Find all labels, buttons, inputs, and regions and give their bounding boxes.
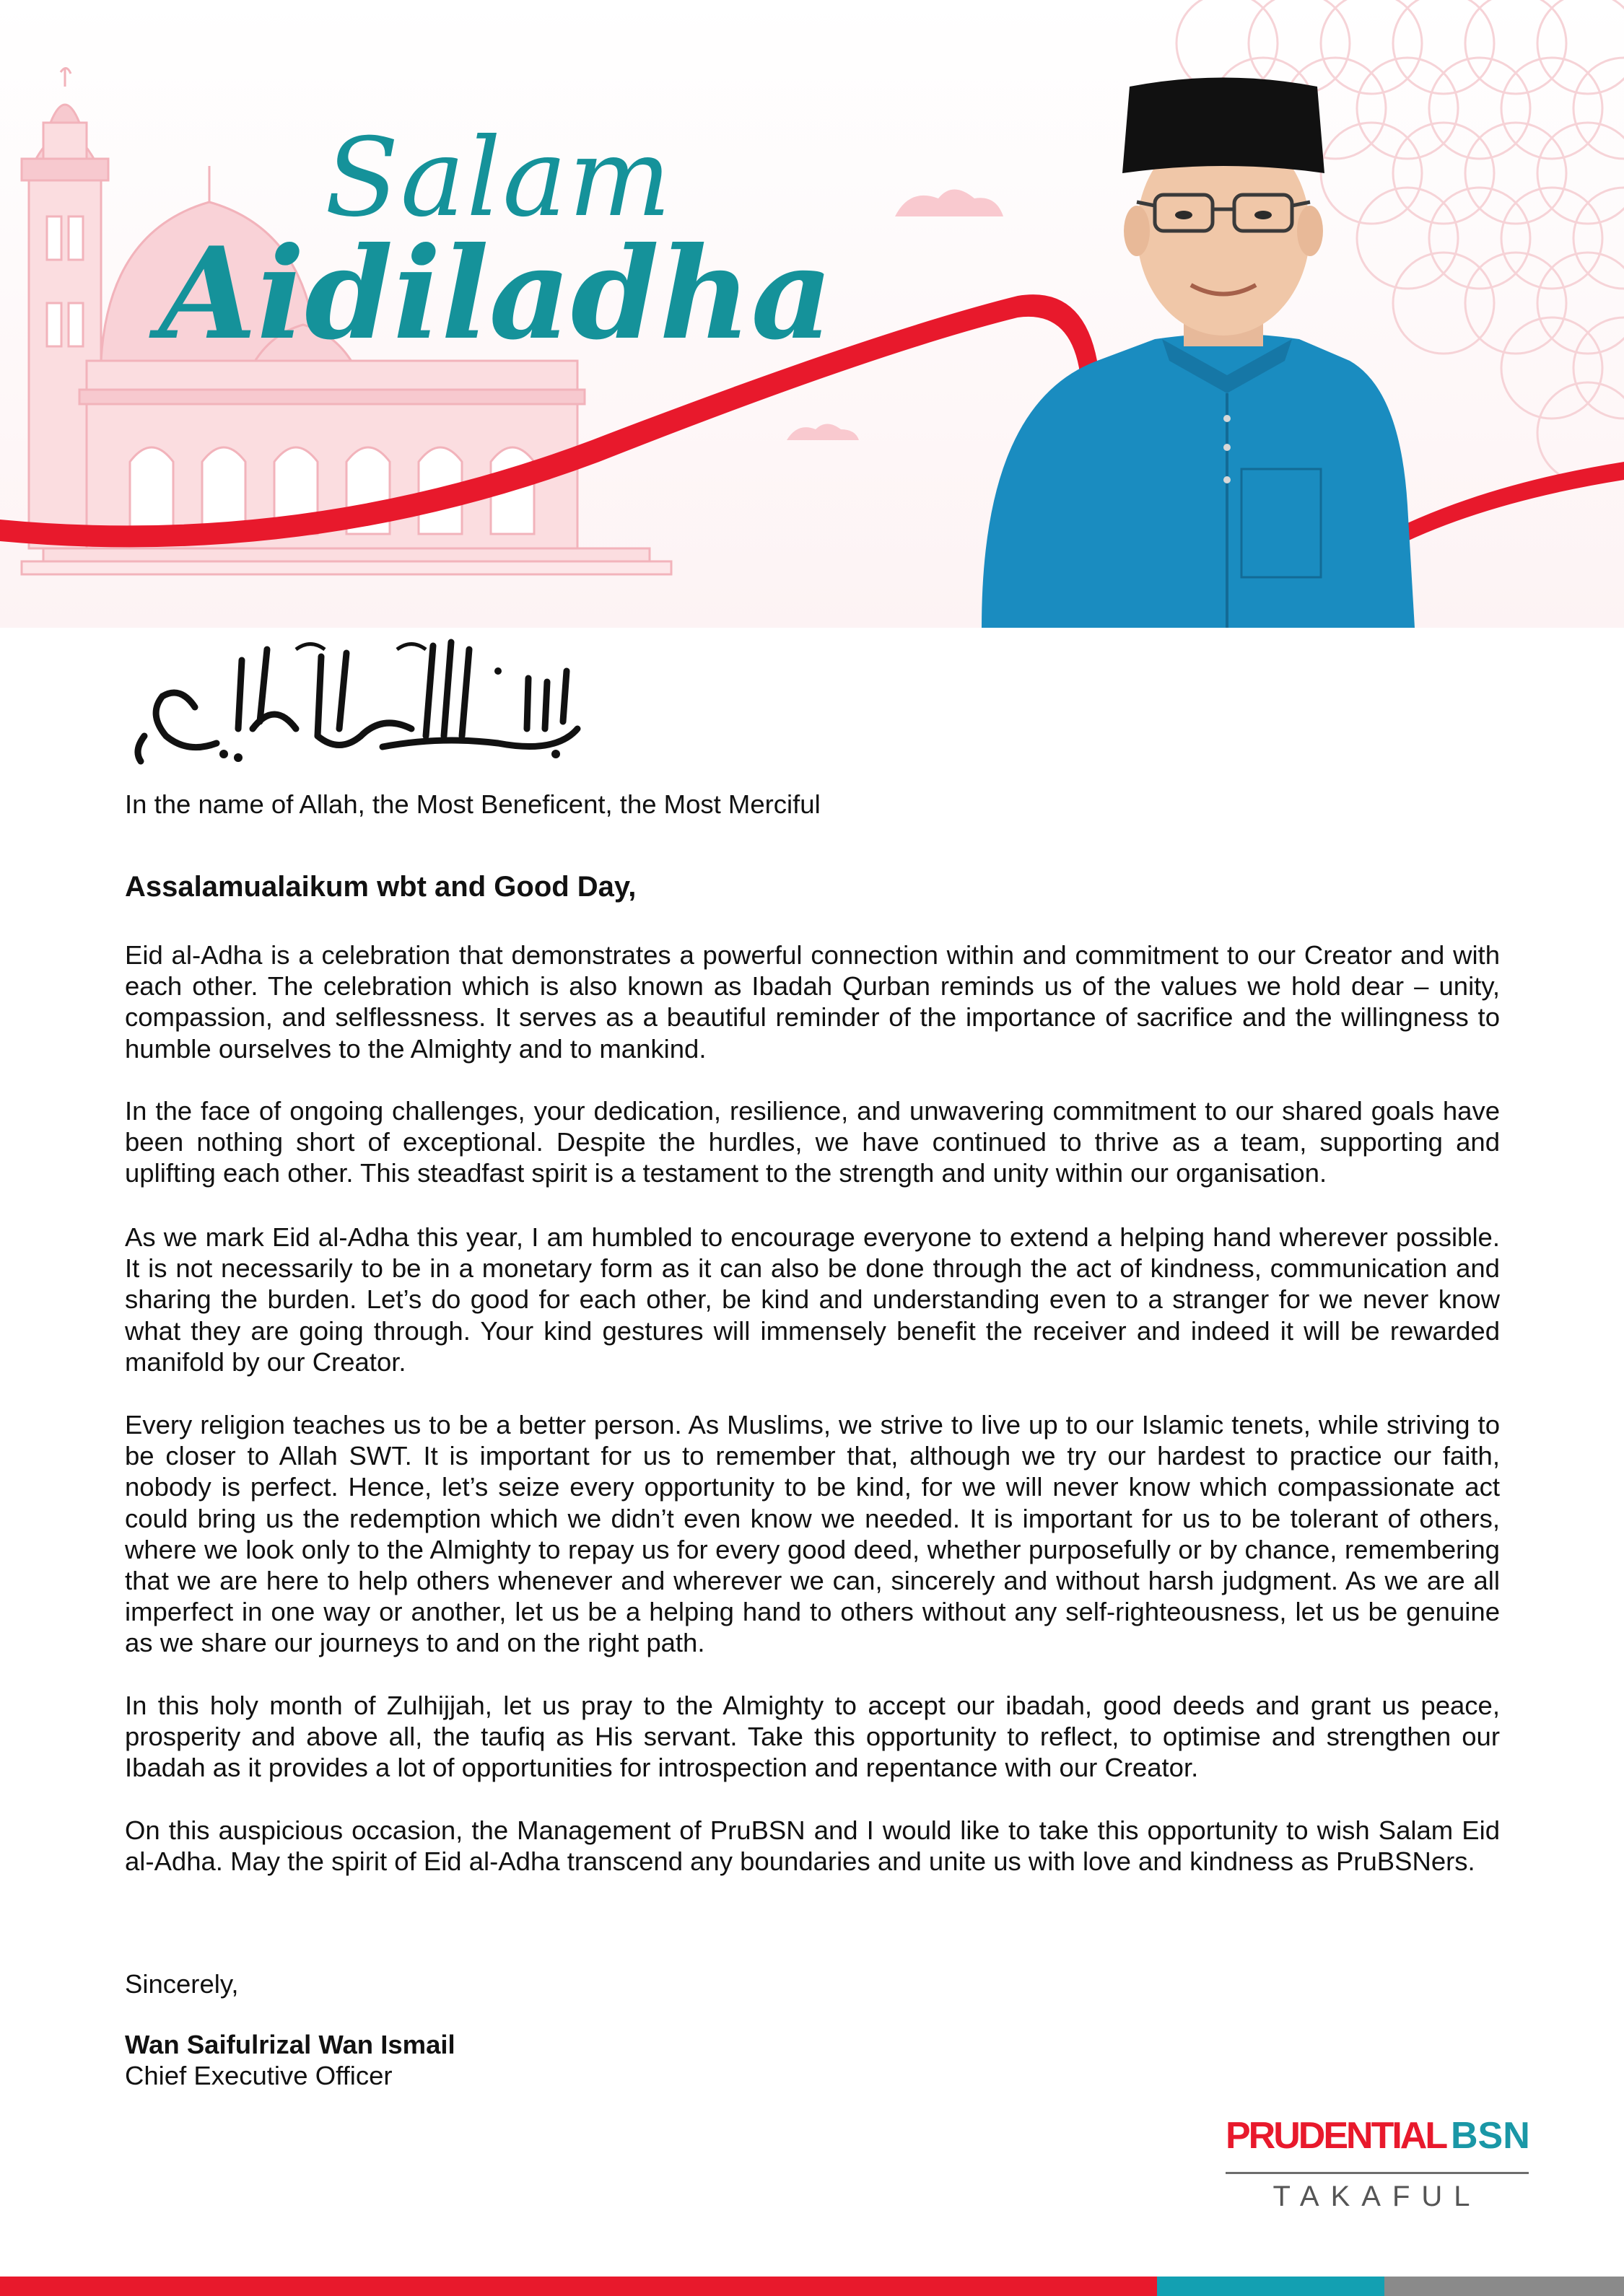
logo-brand-bsn: BSN	[1451, 2115, 1530, 2157]
paragraph: Eid al-Adha is a celebration that demonstrates a powerful connection within and commitment to our Creator and with each other. The celebration which is also known as Ibadah Qurban reminds us of the values we hold dear – unity, compassion, and selflessness. It serves as a beautiful reminder of the importance of sacrifice and the willingness to humble ourselves to the Almighty and to mankind.	[125, 940, 1500, 1064]
paragraph: As we mark Eid al-Adha this year, I am humbled to encourage everyone to extend a helping hand wherever possible. It is not necessarily to be in a monetary form as it can also be done through the act of kindness, communication and sharing the burden. Let’s do good for each other, be kind and understanding even to a stranger for we never know what they are going through. Your kind gestures will immensely benefit the receiver and indeed it will be rewarded manifold by our Creator.	[125, 1222, 1500, 1377]
bismillah-calligraphy	[123, 628, 599, 765]
footer-bar-grey	[1384, 2277, 1624, 2296]
signer-title: Chief Executive Officer	[125, 2061, 393, 2090]
paragraph: Every religion teaches us to be a better person. As Muslims, we strive to live up to our Islamic tenets, while striving to be closer to Allah SWT. It is important for us to remember that, although we try our hardest to practice our faith, nobody is perfect. Hence, let’s seize every opportunity to be kind, for we will never know which compassionate act could bring us the redemption which we didn’t even know we needed. It is important for us to be tolerant of others, where we look only to the Almighty to repay us for every good deed, whether purposefully or by chance, remembering that we are here to help others whenever and wherever we can, sincerely and without harsh judgment. As we are all imperfect in one way or another, let us be a helping hand to others without any self-righteousness, let us be genuine as we share our journeys to and on the right path.	[125, 1410, 1500, 1658]
greeting-heading: Assalamualaikum wbt and Good Day,	[125, 871, 637, 903]
hero-banner	[0, 0, 1624, 628]
signer-name: Wan Saifulrizal Wan Ismail	[125, 2030, 455, 2059]
closing-line: Sincerely,	[125, 1969, 239, 1999]
paragraph: In the face of ongoing challenges, your dedication, resilience, and unwavering commitment to our shared goals have been nothing short of exceptional. Despite the hurdles, we have continued to thrive as a team, supporting and uplifting each other. This steadfast spirit is a testament to the strength and unity within our organisation.	[125, 1096, 1500, 1188]
logo-subtitle: TAKAFUL	[1272, 2181, 1482, 2212]
logo-brand-prudential: PRUDENTIAL	[1226, 2115, 1446, 2157]
bismillah-translation: In the name of Allah, the Most Beneficent, the Most Merciful	[125, 789, 821, 819]
footer-color-bar	[0, 2277, 1624, 2296]
footer-bar-red	[0, 2277, 1157, 2296]
title-aidiladha: Aidiladha	[159, 220, 833, 368]
logo-divider	[1226, 2172, 1529, 2174]
footer-bar-teal	[1157, 2277, 1384, 2296]
paragraph: In this holy month of Zulhijjah, let us pray to the Almighty to accept our ibadah, good deeds and grant us peace, prosperity and above all, the taufiq as His servant. Take this opportunity to reflect, to optimise and strengthen our Ibadah as it provides a lot of opportunities for introspection and repentance with our Creator.	[125, 1691, 1500, 1783]
paragraph: On this auspicious occasion, the Management of PruBSN and I would like to take this opportunity to wish Salam Eid al-Adha. May the spirit of Eid al-Adha transcend any boundaries and unite us with love and kindness as PruBSNers.	[125, 1815, 1500, 1877]
prudential-bsn-takaful-logo	[1220, 2114, 1537, 2230]
title-salam: Salam	[325, 115, 673, 241]
